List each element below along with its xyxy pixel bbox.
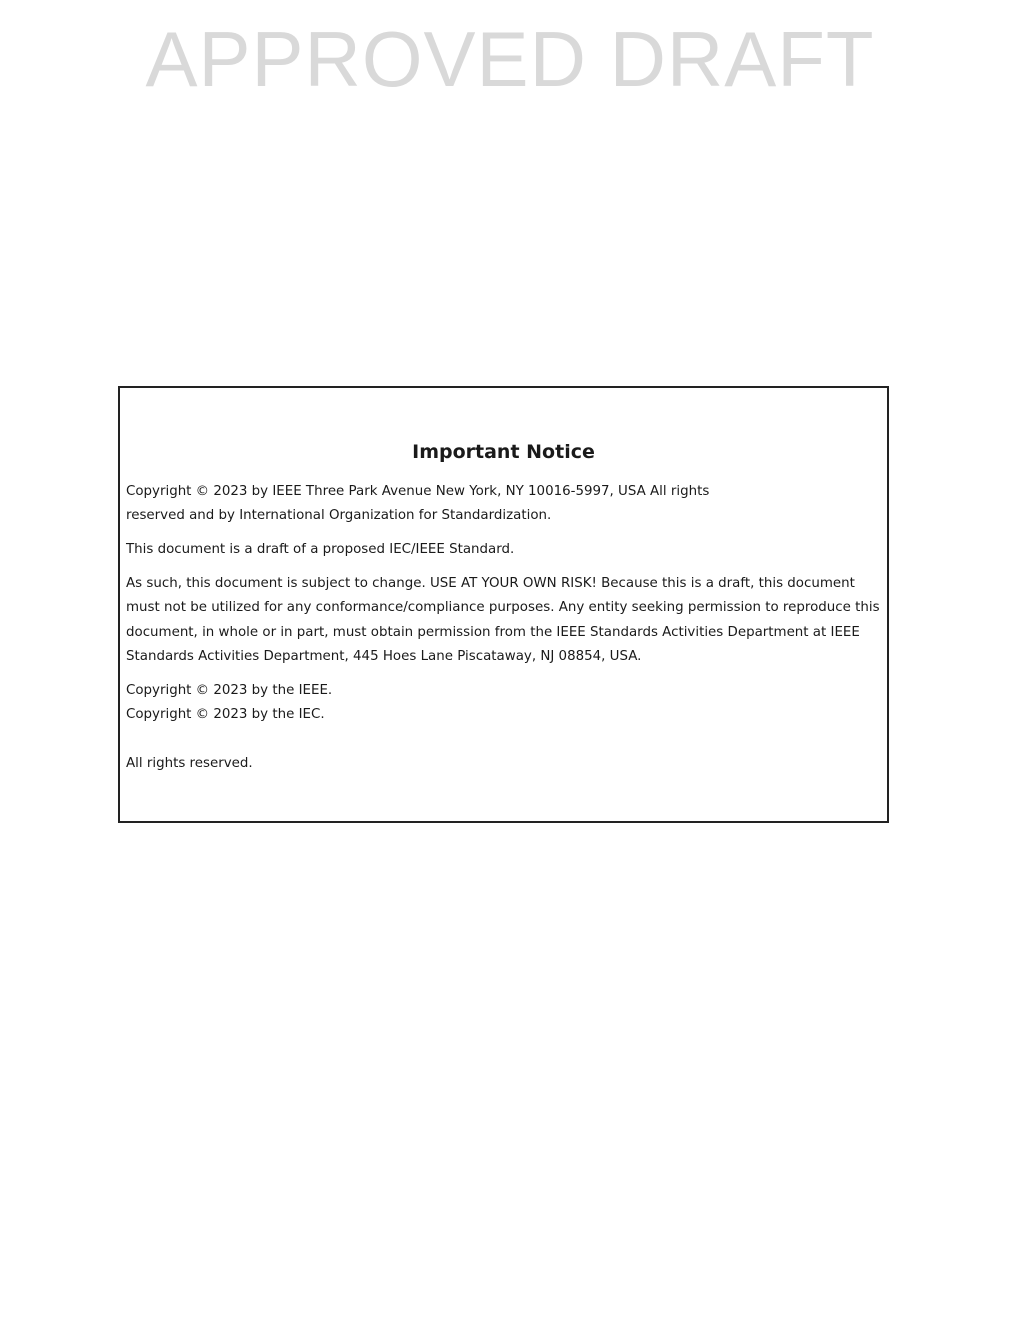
draft-statement	[126, 538, 888, 562]
approved-draft-watermark: APPROVED DRAFT	[145, 15, 875, 103]
rights-reserved	[126, 752, 888, 776]
copyright-ieee: Copyright © 2023 by the IEEE.	[126, 683, 333, 698]
risk-line: As such, this document is subject to change. USE AT YOUR OWN RISK! Because this is a draft, this document	[126, 576, 855, 591]
notice-title: Important Notice	[412, 441, 595, 463]
copyright-paragraph	[126, 480, 888, 529]
copyright-owners	[126, 679, 888, 728]
draft-statement-text: This document is a draft of a proposed IEC/IEEE Standard.	[126, 542, 515, 557]
copyright-line-1: Copyright © 2023 by IEEE Three Park Avenue New York, NY 10016-5997, USA All rights	[126, 484, 710, 499]
copyright-iec: Copyright © 2023 by the IEC.	[126, 707, 325, 723]
rights-reserved-text: All rights reserved.	[126, 756, 253, 771]
copyright-line-2: reserved and by International Organization for Standardization.	[126, 508, 552, 524]
risk-paragraph	[126, 572, 888, 670]
risk-line: document, in whole or in part, must obtain permission from the IEEE Standards Activities Department at IEEE	[126, 624, 860, 640]
risk-line: must not be utilized for any conformance/compliance purposes. Any entity seeking permission to reproduce this	[126, 600, 880, 616]
risk-line: Standards Activities Department, 445 Hoes Lane Piscataway, NJ 08854, USA.	[126, 649, 642, 665]
important-notice-box	[118, 386, 889, 823]
